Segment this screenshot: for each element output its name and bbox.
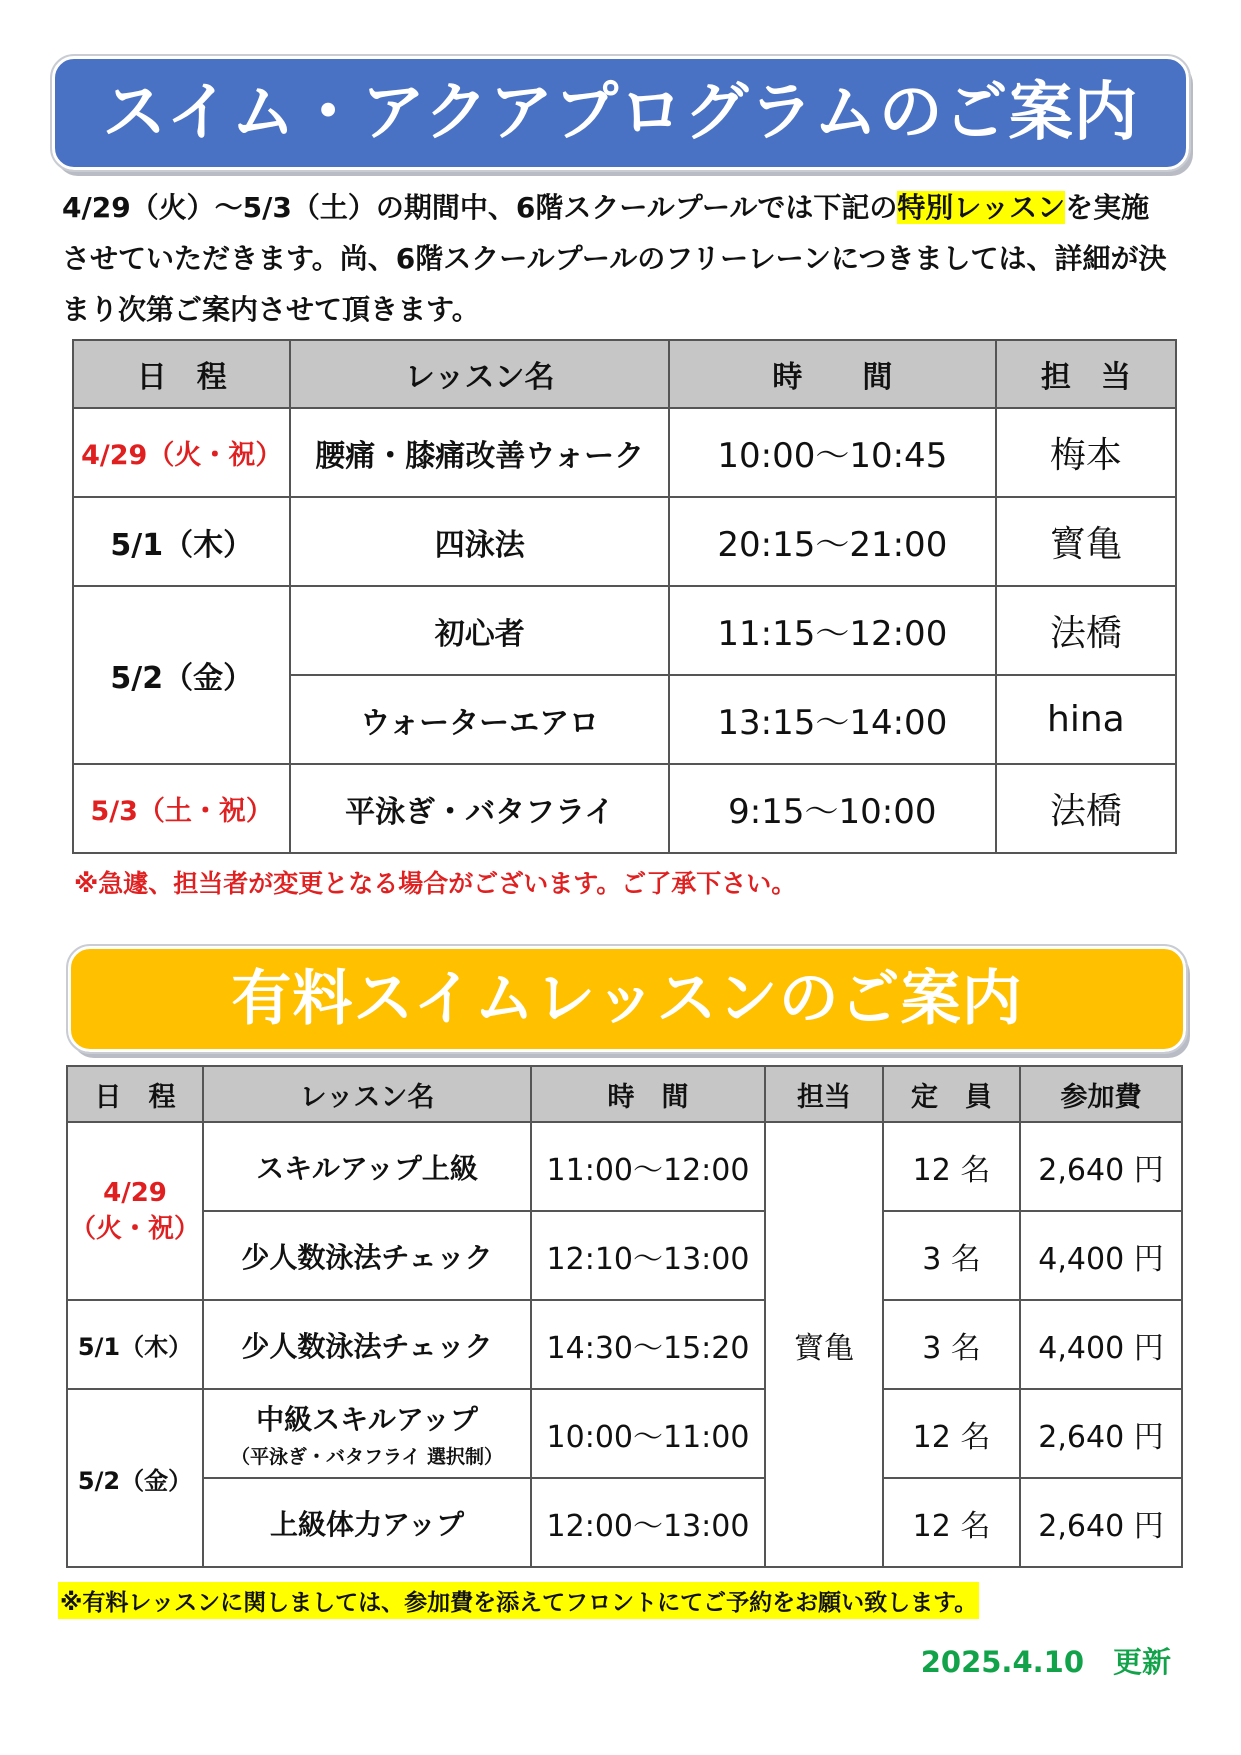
intro-text bbox=[62, 182, 1172, 335]
row-trainer: 法橋 bbox=[996, 586, 1176, 675]
header-trainer: 担当 bbox=[765, 1066, 883, 1122]
header-trainer: 担 当 bbox=[996, 340, 1176, 408]
row-date: 4/29（火・祝） bbox=[73, 408, 290, 497]
table-row bbox=[73, 408, 1176, 497]
program-schedule-table bbox=[72, 339, 1177, 854]
row-lesson: 腰痛・膝痛改善ウォーク bbox=[290, 408, 669, 497]
row-time: 10:00～11:00 bbox=[531, 1389, 765, 1478]
header-time: 時 間 bbox=[531, 1066, 765, 1122]
row-fee: 2,640 円 bbox=[1020, 1389, 1182, 1478]
table-row bbox=[73, 586, 1176, 675]
row-trainer: 寳亀 bbox=[765, 1122, 883, 1567]
paid-lesson-table bbox=[66, 1065, 1183, 1568]
header-capacity: 定 員 bbox=[883, 1066, 1020, 1122]
row-time: 14:30～15:20 bbox=[531, 1300, 765, 1389]
row-time: 20:15～21:00 bbox=[669, 497, 996, 586]
table-row bbox=[67, 1211, 1182, 1300]
row-lesson: ウォーターエアロ bbox=[290, 675, 669, 764]
row-trainer: 法橋 bbox=[996, 764, 1176, 853]
row-fee: 2,640 円 bbox=[1020, 1478, 1182, 1567]
paid-title-banner: 有料スイムレッスンのご案内 bbox=[68, 946, 1186, 1052]
program-note: ※急遽、担当者が変更となる場合がございます。ご了承下さい。 bbox=[74, 869, 797, 898]
row-capacity: 3 名 bbox=[883, 1300, 1020, 1389]
program-title-banner: スイム・アクアプログラムのご案内 bbox=[52, 56, 1189, 170]
row-trainer: 寳亀 bbox=[996, 497, 1176, 586]
row-lesson: 初心者 bbox=[290, 586, 669, 675]
paid-note: ※有料レッスンに関しましては、参加費を添えてフロントにてご予約をお願い致します。 bbox=[58, 1582, 979, 1619]
row-fee: 2,640 円 bbox=[1020, 1122, 1182, 1211]
table-row bbox=[73, 497, 1176, 586]
table-row bbox=[67, 1300, 1182, 1389]
table-header-row bbox=[67, 1066, 1182, 1122]
row-time: 11:00～12:00 bbox=[531, 1122, 765, 1211]
lesson-name: 中級スキルアップ bbox=[256, 1403, 478, 1436]
table-row bbox=[67, 1389, 1182, 1478]
row-capacity: 12 名 bbox=[883, 1478, 1020, 1567]
row-time: 10:00～10:45 bbox=[669, 408, 996, 497]
row-capacity: 12 名 bbox=[883, 1389, 1020, 1478]
row-trainer: hina bbox=[996, 675, 1176, 764]
header-lesson: レッスン名 bbox=[203, 1066, 531, 1122]
row-lesson: 四泳法 bbox=[290, 497, 669, 586]
row-lesson: 少人数泳法チェック bbox=[203, 1300, 531, 1389]
row-date: 5/2（金） bbox=[73, 586, 290, 764]
row-date: 5/2（金） bbox=[67, 1389, 203, 1567]
row-date: 5/1（木） bbox=[73, 497, 290, 586]
row-time: 12:10～13:00 bbox=[531, 1211, 765, 1300]
header-lesson: レッスン名 bbox=[290, 340, 669, 408]
table-row bbox=[73, 764, 1176, 853]
table-row bbox=[67, 1122, 1182, 1211]
row-lesson: 少人数泳法チェック bbox=[203, 1211, 531, 1300]
row-trainer: 梅本 bbox=[996, 408, 1176, 497]
date-line1: 4/29 bbox=[103, 1177, 167, 1208]
row-lesson bbox=[203, 1389, 531, 1478]
row-date: 5/3（土・祝） bbox=[73, 764, 290, 853]
header-date: 日 程 bbox=[67, 1066, 203, 1122]
row-fee: 4,400 円 bbox=[1020, 1300, 1182, 1389]
header-time: 時 間 bbox=[669, 340, 996, 408]
lesson-subtitle: （平泳ぎ・バタフライ 選択制） bbox=[230, 1446, 504, 1468]
intro-highlight: 特別レッスン bbox=[897, 191, 1066, 224]
intro-part2: を実施させていただきます。尚、6階スクールプールのフリーレーンにつきましては、詳細が決まり次第ご案内させて頂きます。 bbox=[62, 191, 1167, 326]
row-capacity: 12 名 bbox=[883, 1122, 1020, 1211]
table-row bbox=[67, 1478, 1182, 1567]
row-time: 11:15～12:00 bbox=[669, 586, 996, 675]
header-date: 日 程 bbox=[73, 340, 290, 408]
row-lesson: スキルアップ上級 bbox=[203, 1122, 531, 1211]
row-fee: 4,400 円 bbox=[1020, 1211, 1182, 1300]
header-fee: 参加費 bbox=[1020, 1066, 1182, 1122]
date-line2: （火・祝） bbox=[69, 1213, 200, 1244]
row-lesson: 平泳ぎ・バタフライ bbox=[290, 764, 669, 853]
table-header-row bbox=[73, 340, 1176, 408]
row-date: 5/1（木） bbox=[67, 1300, 203, 1389]
row-date bbox=[67, 1122, 203, 1300]
intro-part1: 4/29（火）～5/3（土）の期間中、6階スクールプールでは下記の bbox=[62, 191, 898, 224]
row-time: 12:00～13:00 bbox=[531, 1478, 765, 1567]
row-time: 9:15～10:00 bbox=[669, 764, 996, 853]
row-time: 13:15～14:00 bbox=[669, 675, 996, 764]
row-capacity: 3 名 bbox=[883, 1211, 1020, 1300]
row-lesson: 上級体力アップ bbox=[203, 1478, 531, 1567]
updated-date: 2025.4.10 更新 bbox=[920, 1645, 1171, 1679]
